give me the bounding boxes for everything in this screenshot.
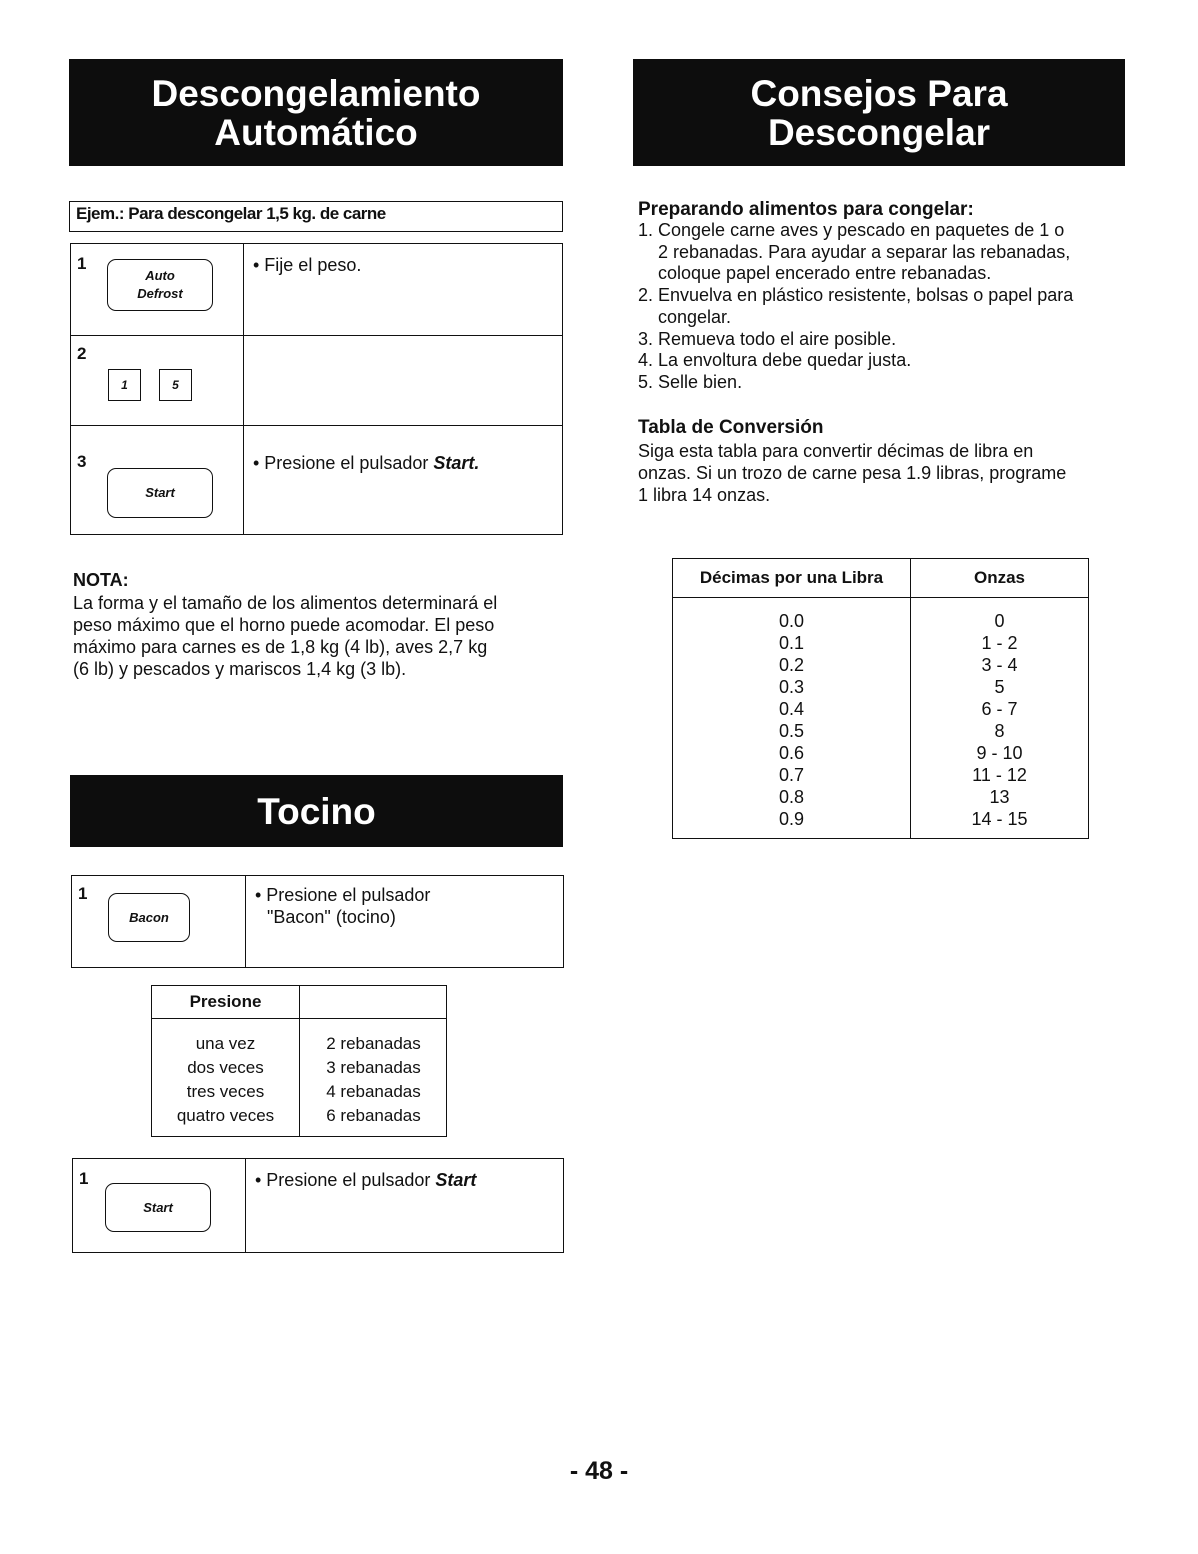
number-key-1: 1 [108, 369, 141, 401]
table-cell: 8 [994, 721, 1005, 741]
table-cell: 9 - 10 [976, 743, 1023, 763]
tenths-column [673, 610, 910, 830]
bacon-slices-table [151, 985, 447, 1137]
table-cell: 0.8 [778, 787, 805, 807]
instruction-text: • Presione el pulsador [255, 1170, 436, 1190]
auto-defrost-key [107, 259, 213, 311]
step-number: 1 [79, 1169, 89, 1188]
column-header: Onzas [973, 568, 1026, 587]
description-line: onzas. Si un trozo de carne pesa 1.9 libras, programe [638, 463, 1067, 483]
list-item: 4. La envoltura debe quedar justa. [638, 350, 912, 371]
column-header: Presione [189, 992, 262, 1011]
conversion-title: Tabla de Conversión [638, 417, 824, 438]
step-instruction [255, 884, 430, 928]
bacon-title: Tocino [70, 775, 563, 847]
instruction-bold: Start. [433, 453, 480, 473]
table-cell: tres veces [186, 1082, 265, 1101]
title-line: Descongelar [767, 111, 991, 153]
tips-title [633, 59, 1125, 166]
key-label: Auto [145, 268, 175, 283]
list-item: congelar. [658, 306, 732, 327]
conversion-table [672, 558, 1089, 839]
list-item: 3. Remueva todo el aire posible. [638, 328, 897, 349]
table-cell: 0.1 [778, 633, 805, 653]
table-cell: quatro veces [176, 1106, 275, 1125]
table-cell: 3 - 4 [981, 655, 1018, 675]
title-line: Descongelamiento [151, 72, 481, 114]
list-item: coloque papel encerado entre rebanadas. [658, 263, 992, 284]
table-cell: 0.0 [778, 611, 805, 631]
presses-column [152, 1032, 299, 1128]
step-number: 1 [78, 884, 88, 903]
description-line: 1 libra 14 onzas. [638, 485, 771, 505]
instruction-line: • Presione el pulsador [255, 885, 431, 905]
step-number: 3 [77, 452, 87, 471]
note-line: peso máximo que el horno puede acomodar. El peso [73, 615, 495, 635]
instruction-text: • Presione el pulsador [253, 453, 434, 473]
note-line: máximo para carnes es de 1,8 kg (4 lb), aves 2,7 kg [73, 637, 488, 657]
note-title: NOTA: [73, 570, 129, 590]
instruction-line: "Bacon" (tocino) [267, 907, 396, 927]
number-key-5: 5 [159, 369, 192, 401]
bacon-start-table [72, 1158, 564, 1253]
example-box: Ejem.: Para descongelar 1,5 kg. de carne [69, 201, 563, 232]
table-cell: 1 - 2 [981, 633, 1018, 653]
auto-defrost-steps-table [70, 243, 563, 535]
table-cell: 0.7 [778, 765, 805, 785]
auto-defrost-title [69, 59, 563, 166]
start-key: Start [107, 468, 213, 518]
note-body [73, 592, 497, 680]
column-header: Décimas por una Libra [699, 568, 884, 587]
prep-title: Preparando alimentos para congelar: [638, 199, 974, 220]
table-cell: 5 [994, 677, 1005, 697]
note-line: (6 lb) y pescados y mariscos 1,4 kg (3 lb). [73, 659, 407, 679]
table-cell: 0.2 [778, 655, 805, 675]
conversion-description [638, 440, 1066, 506]
step-instruction: • Fije el peso. [253, 255, 362, 275]
table-cell: 0 [994, 611, 1005, 631]
start-key: Start [105, 1183, 211, 1232]
table-cell: 6 rebanadas [326, 1106, 421, 1125]
title-line: Automático [214, 111, 418, 153]
bacon-key: Bacon [108, 893, 190, 942]
key-label: Defrost [137, 286, 183, 301]
table-cell: 13 [989, 787, 1010, 807]
title-line: Consejos Para [750, 72, 1008, 114]
bacon-step-table [71, 875, 564, 968]
table-cell: 6 - 7 [981, 699, 1018, 719]
table-cell: 0.6 [778, 743, 805, 763]
table-cell: 0.5 [778, 721, 805, 741]
table-cell: 11 - 12 [972, 765, 1027, 785]
table-cell: 4 rebanadas [326, 1082, 421, 1101]
description-line: Siga esta tabla para convertir décimas de libra en [638, 441, 1034, 461]
list-item: 2. Envuelva en plástico resistente, bolsas o papel para [638, 285, 1074, 306]
step-number: 2 [77, 344, 87, 363]
table-cell: 3 rebanadas [326, 1058, 421, 1077]
table-cell: 0.3 [778, 677, 805, 697]
page-number: - 48 - [569, 1457, 629, 1485]
table-cell: 0.4 [778, 699, 805, 719]
instruction-bold: Start [435, 1170, 477, 1190]
note-line: La forma y el tamaño de los alimentos determinará el [73, 593, 498, 613]
step-instruction [255, 1169, 476, 1191]
step-number: 1 [77, 254, 87, 273]
prep-list [638, 220, 1073, 394]
slices-column [300, 1032, 447, 1128]
table-cell: 14 - 15 [971, 809, 1028, 829]
list-item: 5. Selle bien. [638, 371, 743, 392]
table-cell: dos veces [187, 1058, 264, 1077]
table-cell: 2 rebanadas [326, 1034, 421, 1053]
list-item: 2 rebanadas. Para ayudar a separar las rebanadas, [658, 241, 1071, 262]
list-item: 1. Congele carne aves y pescado en paquetes de 1 o [638, 220, 1065, 240]
table-cell: una vez [195, 1034, 256, 1053]
step-instruction [253, 452, 479, 474]
ounces-column [911, 610, 1088, 830]
table-cell: 0.9 [778, 809, 805, 829]
